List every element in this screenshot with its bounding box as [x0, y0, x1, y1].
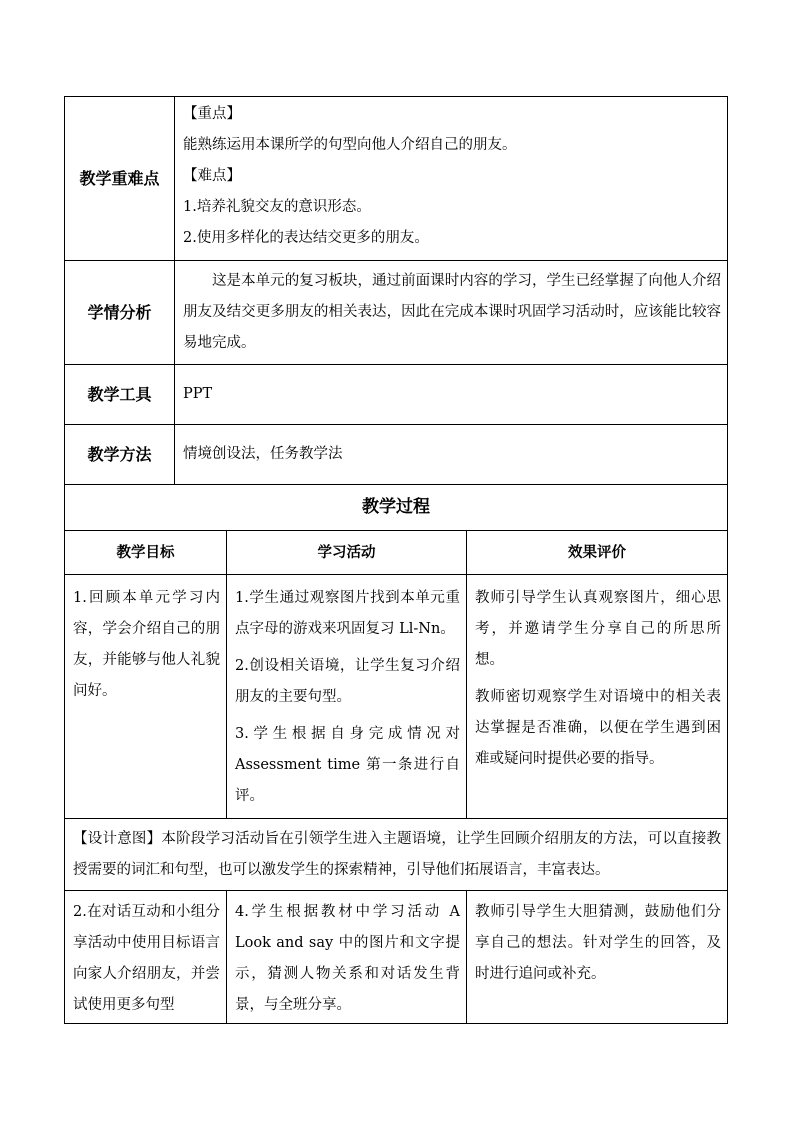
column-header-activity: 学习活动 [227, 531, 467, 575]
row-process-headers [65, 531, 728, 575]
difficulty-item: 1.培养礼貌交友的意识形态。 [183, 199, 371, 215]
tools-label: 教学工具 [65, 365, 175, 425]
tools-text: PPT [175, 365, 728, 425]
row-methods [65, 425, 728, 485]
process-title: 教学过程 [65, 485, 728, 531]
stage1-evaluations [467, 575, 728, 819]
stage1-goal: 1.回顾本单元学习内容，学会介绍自己的朋友，并能够与他人礼貌问好。 [65, 575, 227, 819]
stage2-goal: 2.在对话互动和小组分享活动中使用目标语言向家人介绍朋友，并尝试使用更多句型 [65, 891, 227, 1024]
difficulty-heading: 【难点】 [183, 168, 241, 184]
activity-item: 1.学生通过观察图片找到本单元重点字母的游戏来巩固复习 Ll-Nn。 [235, 590, 460, 637]
column-header-goal: 教学目标 [65, 531, 227, 575]
analysis-text: 这是本单元的复习板块，通过前面课时内容的学习，学生已经掌握了向他人介绍朋友及结交更多朋友的相关表达，因此在完成本课时巩固学习活动时，应该能比较容易地完成。 [175, 261, 728, 365]
focus-heading: 【重点】 [183, 106, 241, 122]
stage2-activity: 4.学生根据教材中学习活动 A Look and say 中的图片和文字提示，猜测人物关系和对话发生背景，与全班分享。 [227, 891, 467, 1024]
row-tools [65, 365, 728, 425]
lesson-plan-page [64, 96, 727, 1024]
column-header-evaluation: 效果评价 [467, 531, 728, 575]
analysis-label: 学情分析 [65, 261, 175, 365]
row-stage-1 [65, 575, 728, 819]
stage1-activities [227, 575, 467, 819]
key-points-label: 教学重难点 [65, 97, 175, 261]
row-analysis [65, 261, 728, 365]
evaluation-item: 教师引导学生认真观察图片，细心思考，并邀请学生分享自己的所思所想。 [475, 590, 722, 668]
row-process-title [65, 485, 728, 531]
focus-text: 能熟练运用本课所学的句型向他人介绍自己的朋友。 [183, 137, 517, 153]
design-intent-text: 【设计意图】本阶段学习活动旨在引领学生进入主题语境，让学生回顾介绍朋友的方法，可以直接教授需要的词汇和句型，也可以激发学生的探索精神，引导他们拓展语言，丰富表达。 [65, 819, 728, 891]
row-design-intent [65, 819, 728, 891]
lesson-plan-table [64, 96, 728, 1024]
activity-item: 2.创设相关语境，让学生复习介绍朋友的主要句型。 [235, 658, 460, 705]
difficulty-item: 2.使用多样化的表达结交更多的朋友。 [183, 230, 429, 246]
activity-item: 3.学生根据自身完成情况对 Assessment time 第一条进行自评。 [235, 726, 460, 804]
row-key-points [65, 97, 728, 261]
key-points-content [175, 97, 728, 261]
evaluation-item: 教师密切观察学生对语境中的相关表达掌握是否准确，以便在学生遇到困难或疑问时提供必要的指导。 [475, 689, 722, 767]
row-stage-2 [65, 891, 728, 1024]
stage2-evaluation: 教师引导学生大胆猜测，鼓励他们分享自己的想法。针对学生的回答，及时进行追问或补充。 [467, 891, 728, 1024]
methods-text: 情境创设法，任务教学法 [175, 425, 728, 485]
methods-label: 教学方法 [65, 425, 175, 485]
